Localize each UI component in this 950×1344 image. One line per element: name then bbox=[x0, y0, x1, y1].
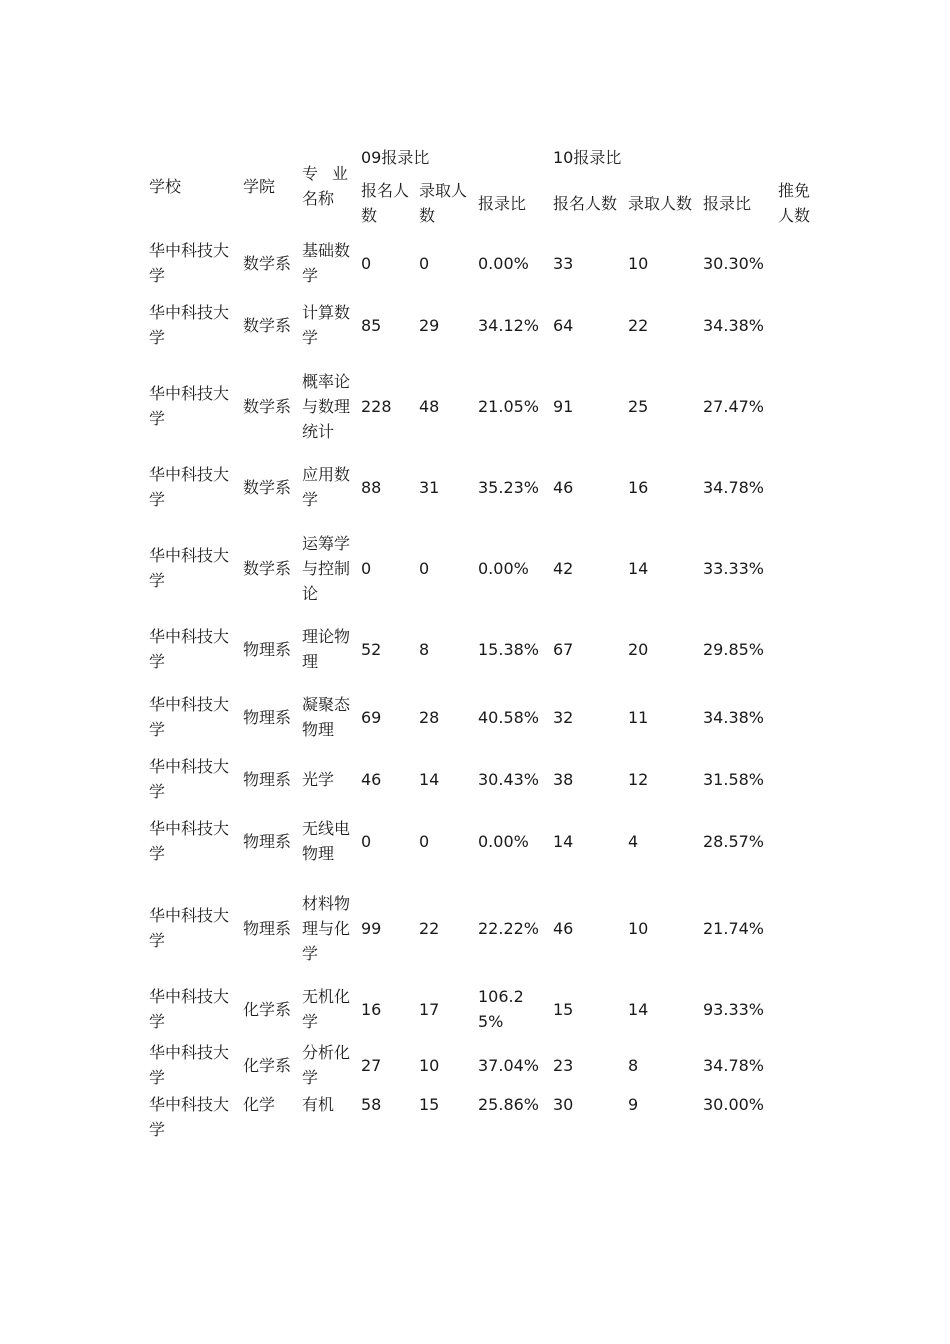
cell-major: 凝聚态物理 bbox=[302, 695, 351, 739]
cell-recommended bbox=[772, 1040, 816, 1090]
cell-applicants-09: 16 bbox=[361, 999, 382, 1019]
cell-school: 华中科技大学 bbox=[149, 241, 230, 285]
cell-school: 华中科技大学 bbox=[149, 546, 230, 590]
cell-applicants-10: 46 bbox=[553, 918, 574, 938]
admission-ratio-table bbox=[143, 140, 816, 1142]
cell-ratio-10: 93.33% bbox=[703, 999, 765, 1019]
cell-college: 物理系 bbox=[243, 769, 292, 789]
cell-major: 有机 bbox=[302, 1095, 335, 1114]
cell-school: 华中科技大学 bbox=[149, 987, 230, 1031]
cell-major: 光学 bbox=[302, 769, 335, 789]
cell-ratio-09: 15.38% bbox=[478, 639, 540, 659]
cell-admitted-09: 0 bbox=[419, 831, 430, 851]
cell-applicants-10: 38 bbox=[553, 769, 574, 789]
table-row bbox=[143, 1090, 816, 1142]
cell-school: 华中科技大学 bbox=[149, 819, 230, 863]
cell-applicants-09: 0 bbox=[361, 558, 372, 578]
header-school: 学校 bbox=[149, 176, 182, 196]
cell-ratio-09: 34.12% bbox=[478, 315, 540, 335]
header-recommended: 推免人数 bbox=[778, 181, 811, 225]
cell-recommended bbox=[772, 232, 816, 294]
table-row bbox=[143, 456, 816, 518]
cell-admitted-10: 8 bbox=[628, 1055, 639, 1075]
cell-recommended bbox=[772, 456, 816, 518]
cell-admitted-09: 15 bbox=[419, 1095, 440, 1114]
cell-applicants-09: 27 bbox=[361, 1055, 382, 1075]
cell-ratio-09: 30.43% bbox=[478, 769, 540, 789]
cell-ratio-09: 106.25% bbox=[478, 987, 524, 1031]
cell-ratio-10: 30.00% bbox=[703, 1095, 765, 1114]
cell-ratio-09: 35.23% bbox=[478, 477, 540, 497]
header-college: 学院 bbox=[243, 176, 276, 196]
header-group-10: 10报录比 bbox=[553, 147, 622, 167]
table-row bbox=[143, 1040, 816, 1090]
cell-admitted-10: 4 bbox=[628, 831, 639, 851]
header-admitted-09: 录取人数 bbox=[419, 181, 468, 225]
cell-ratio-10: 34.38% bbox=[703, 707, 765, 727]
cell-ratio-09: 37.04% bbox=[478, 1055, 540, 1075]
cell-ratio-09: 0.00% bbox=[478, 253, 529, 273]
table-row bbox=[143, 618, 816, 680]
cell-ratio-10: 34.38% bbox=[703, 315, 765, 335]
cell-school: 华中科技大学 bbox=[149, 906, 230, 950]
table-row bbox=[143, 518, 816, 618]
cell-ratio-10: 21.74% bbox=[703, 918, 765, 938]
cell-major: 应用数学 bbox=[302, 465, 351, 509]
header-major-line2: 名称 bbox=[302, 189, 335, 208]
cell-applicants-10: 15 bbox=[553, 999, 574, 1019]
cell-admitted-09: 28 bbox=[419, 707, 440, 727]
header-ratio-10: 报录比 bbox=[703, 193, 752, 213]
cell-college: 物理系 bbox=[243, 831, 292, 851]
cell-admitted-10: 10 bbox=[628, 253, 649, 273]
cell-admitted-09: 31 bbox=[419, 477, 440, 497]
cell-admitted-09: 8 bbox=[419, 639, 430, 659]
cell-major: 计算数学 bbox=[302, 303, 351, 347]
cell-ratio-10: 31.58% bbox=[703, 769, 765, 789]
header-applicants-10: 报名人数 bbox=[553, 193, 618, 213]
cell-ratio-09: 22.22% bbox=[478, 918, 540, 938]
cell-school: 华中科技大学 bbox=[149, 384, 230, 428]
cell-applicants-09: 228 bbox=[361, 396, 392, 416]
cell-applicants-10: 14 bbox=[553, 831, 574, 851]
cell-admitted-10: 14 bbox=[628, 999, 649, 1019]
cell-applicants-09: 99 bbox=[361, 918, 382, 938]
table-row bbox=[143, 232, 816, 294]
cell-recommended bbox=[772, 294, 816, 356]
cell-school: 华中科技大学 bbox=[149, 627, 230, 671]
cell-major: 运筹学与控制论 bbox=[302, 533, 351, 603]
cell-college: 物理系 bbox=[243, 707, 292, 727]
cell-college: 数学系 bbox=[243, 253, 292, 273]
cell-admitted-10: 10 bbox=[628, 918, 649, 938]
cell-ratio-10: 27.47% bbox=[703, 396, 765, 416]
cell-recommended bbox=[772, 978, 816, 1040]
cell-recommended bbox=[772, 878, 816, 978]
cell-ratio-09: 40.58% bbox=[478, 707, 540, 727]
header-row-groups bbox=[143, 140, 816, 174]
cell-ratio-10: 28.57% bbox=[703, 831, 765, 851]
cell-college: 化学 bbox=[243, 1095, 276, 1114]
cell-ratio-09: 21.05% bbox=[478, 396, 540, 416]
cell-ratio-10: 33.33% bbox=[703, 558, 765, 578]
cell-admitted-09: 29 bbox=[419, 315, 440, 335]
cell-college: 物理系 bbox=[243, 918, 292, 938]
cell-school: 华中科技大学 bbox=[149, 1095, 230, 1139]
header-major-char-2: 业 bbox=[331, 164, 348, 183]
cell-applicants-10: 23 bbox=[553, 1055, 574, 1075]
cell-applicants-10: 67 bbox=[553, 639, 574, 659]
cell-college: 物理系 bbox=[243, 639, 292, 659]
cell-school: 华中科技大学 bbox=[149, 1043, 230, 1087]
cell-applicants-09: 0 bbox=[361, 831, 372, 851]
cell-major: 材料物理与化学 bbox=[302, 893, 351, 963]
cell-school: 华中科技大学 bbox=[149, 757, 230, 801]
cell-recommended bbox=[772, 518, 816, 618]
cell-college: 数学系 bbox=[243, 396, 292, 416]
cell-admitted-09: 17 bbox=[419, 999, 440, 1019]
header-applicants-09: 报名人数 bbox=[361, 181, 410, 225]
table-row bbox=[143, 680, 816, 754]
cell-applicants-10: 32 bbox=[553, 707, 574, 727]
cell-applicants-10: 33 bbox=[553, 253, 574, 273]
cell-applicants-09: 58 bbox=[361, 1095, 382, 1114]
cell-school: 华中科技大学 bbox=[149, 695, 230, 739]
table-row bbox=[143, 754, 816, 804]
cell-applicants-10: 46 bbox=[553, 477, 574, 497]
table-row bbox=[143, 804, 816, 878]
cell-admitted-10: 9 bbox=[628, 1095, 639, 1114]
cell-admitted-10: 20 bbox=[628, 639, 649, 659]
cell-admitted-09: 48 bbox=[419, 396, 440, 416]
cell-recommended bbox=[772, 754, 816, 804]
cell-college: 数学系 bbox=[243, 315, 292, 335]
cell-applicants-10: 42 bbox=[553, 558, 574, 578]
cell-admitted-09: 22 bbox=[419, 918, 440, 938]
cell-ratio-10: 34.78% bbox=[703, 1055, 765, 1075]
cell-admitted-09: 14 bbox=[419, 769, 440, 789]
cell-college: 化学系 bbox=[243, 999, 292, 1019]
cell-applicants-10: 64 bbox=[553, 315, 574, 335]
header-group-09: 09报录比 bbox=[361, 147, 430, 167]
cell-major: 无线电物理 bbox=[302, 819, 351, 863]
cell-recommended bbox=[772, 680, 816, 754]
cell-major: 概率论与数理统计 bbox=[302, 371, 351, 441]
cell-admitted-10: 14 bbox=[628, 558, 649, 578]
header-major bbox=[296, 140, 355, 232]
cell-school: 华中科技大学 bbox=[149, 303, 230, 347]
cell-major: 分析化学 bbox=[302, 1043, 351, 1087]
cell-admitted-10: 12 bbox=[628, 769, 649, 789]
cell-admitted-09: 0 bbox=[419, 253, 430, 273]
cell-recommended bbox=[772, 804, 816, 878]
cell-ratio-10: 34.78% bbox=[703, 477, 765, 497]
cell-ratio-10: 29.85% bbox=[703, 639, 765, 659]
cell-ratio-09: 0.00% bbox=[478, 558, 529, 578]
cell-applicants-09: 46 bbox=[361, 769, 382, 789]
table-row bbox=[143, 356, 816, 456]
cell-admitted-10: 16 bbox=[628, 477, 649, 497]
cell-admitted-09: 0 bbox=[419, 558, 430, 578]
cell-admitted-09: 10 bbox=[419, 1055, 440, 1075]
cell-applicants-09: 0 bbox=[361, 253, 372, 273]
table-row bbox=[143, 978, 816, 1040]
cell-school: 华中科技大学 bbox=[149, 465, 230, 509]
cell-applicants-10: 30 bbox=[553, 1095, 574, 1114]
cell-college: 化学系 bbox=[243, 1055, 292, 1075]
header-ratio-09: 报录比 bbox=[478, 193, 527, 213]
cell-applicants-09: 52 bbox=[361, 639, 382, 659]
table-row bbox=[143, 878, 816, 978]
cell-admitted-10: 22 bbox=[628, 315, 649, 335]
cell-ratio-09: 25.86% bbox=[478, 1095, 540, 1114]
cell-recommended bbox=[772, 1090, 816, 1142]
table-row bbox=[143, 294, 816, 356]
cell-major: 无机化学 bbox=[302, 987, 351, 1031]
cell-applicants-10: 91 bbox=[553, 396, 574, 416]
cell-college: 数学系 bbox=[243, 477, 292, 497]
cell-ratio-10: 30.30% bbox=[703, 253, 765, 273]
cell-college: 数学系 bbox=[243, 558, 292, 578]
header-major-char-1: 专 bbox=[302, 164, 319, 183]
cell-major: 基础数学 bbox=[302, 241, 351, 285]
cell-applicants-09: 69 bbox=[361, 707, 382, 727]
cell-recommended bbox=[772, 618, 816, 680]
cell-applicants-09: 85 bbox=[361, 315, 382, 335]
cell-major: 理论物理 bbox=[302, 627, 351, 671]
cell-applicants-09: 88 bbox=[361, 477, 382, 497]
header-admitted-10: 录取人数 bbox=[628, 193, 693, 213]
cell-ratio-09: 0.00% bbox=[478, 831, 529, 851]
cell-admitted-10: 11 bbox=[628, 707, 649, 727]
cell-recommended bbox=[772, 356, 816, 456]
cell-admitted-10: 25 bbox=[628, 396, 649, 416]
